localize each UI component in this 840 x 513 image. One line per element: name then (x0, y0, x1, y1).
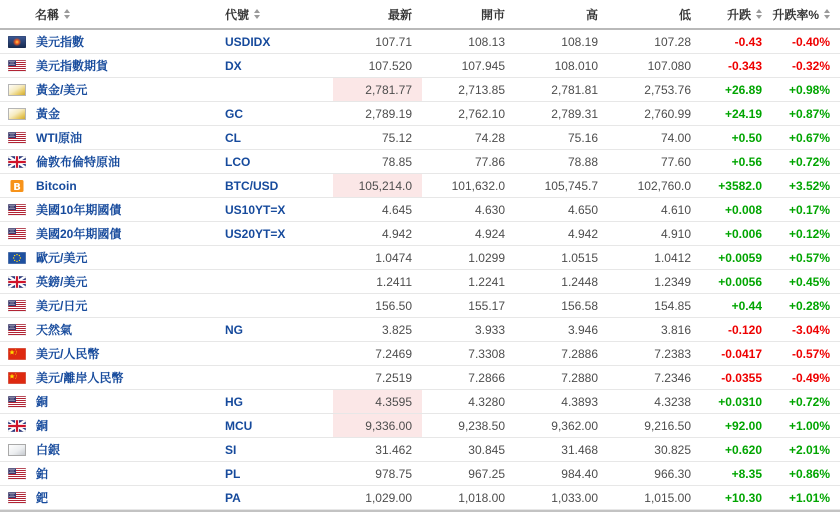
instrument-name-link[interactable]: 歐元/美元 (36, 251, 88, 265)
change-pct-cell: -0.40% (791, 34, 830, 49)
open-price-cell: 7.3308 (468, 346, 505, 361)
us-flag-icon (8, 204, 26, 216)
open-price-cell: 2,713.85 (458, 82, 505, 97)
last-price-cell: 4.942 (381, 226, 412, 241)
change-pct-cell: +0.67% (788, 130, 830, 145)
table-row[interactable] (0, 414, 840, 438)
gold-bar-icon (8, 108, 26, 120)
instrument-name-link[interactable]: 美國20年期國債 (36, 227, 122, 241)
column-header-high (515, 0, 608, 28)
instrument-name-link[interactable]: 黃金/美元 (36, 83, 88, 97)
instrument-name-cell (0, 438, 225, 461)
instrument-name-link[interactable]: 美元/人民幣 (36, 347, 100, 361)
change-cell: +0.44 (731, 298, 762, 313)
column-header-label: 升跌率% (772, 7, 819, 22)
instrument-name-cell (0, 270, 225, 293)
instrument-symbol-cell (225, 126, 333, 149)
table-row[interactable] (0, 30, 840, 54)
change-cell: -0.343 (727, 58, 762, 73)
instrument-symbol-link[interactable]: USDIDX (225, 34, 271, 49)
instrument-symbol-link[interactable]: PA (225, 490, 241, 505)
open-price-cell: 9,238.50 (458, 418, 505, 433)
low-price-cell: 1,015.00 (644, 490, 691, 505)
high-price-cell: 4.942 (567, 226, 598, 241)
last-price-cell: 31.462 (375, 442, 412, 457)
change-cell: +24.19 (724, 106, 762, 121)
instrument-name-link[interactable]: 美元/離岸人民幣 (36, 371, 124, 385)
low-price-cell: 1.2349 (654, 274, 691, 289)
instrument-symbol-cell (225, 78, 333, 101)
instrument-name-link[interactable]: 倫敦布倫特原油 (36, 155, 121, 169)
instrument-symbol-link[interactable]: NG (225, 322, 243, 337)
last-price-cell: 1,029.00 (365, 490, 412, 505)
btc-icon (8, 180, 26, 192)
instrument-name-link[interactable]: WTI原油 (36, 131, 82, 145)
high-price-cell: 156.58 (561, 298, 598, 313)
sort-arrows-icon[interactable] (254, 9, 260, 19)
table-body (0, 30, 840, 510)
high-price-cell: 4.3893 (561, 394, 598, 409)
instrument-name-link[interactable]: 鈀 (36, 491, 49, 505)
low-price-cell: 2,760.99 (644, 106, 691, 121)
high-price-cell: 78.88 (567, 154, 598, 169)
open-price-cell: 967.25 (468, 466, 505, 481)
instrument-name-cell (0, 342, 225, 365)
column-header-open (422, 0, 515, 28)
open-price-cell: 3.933 (474, 322, 505, 337)
table-row[interactable] (0, 486, 840, 510)
low-price-cell: 9,216.50 (644, 418, 691, 433)
low-price-cell: 3.816 (660, 322, 691, 337)
sort-arrows-icon[interactable] (756, 9, 762, 19)
last-price-cell: 75.12 (381, 130, 412, 145)
instrument-symbol-link[interactable]: GC (225, 106, 243, 121)
gold-bar-icon (8, 84, 26, 96)
last-price-cell: 978.75 (375, 466, 412, 481)
instrument-symbol-cell (225, 318, 333, 341)
open-price-cell: 2,762.10 (458, 106, 505, 121)
high-price-cell: 1.2448 (561, 274, 598, 289)
last-price-cell: 2,781.77 (333, 78, 422, 101)
instrument-name-cell (0, 102, 225, 125)
column-header-symbol[interactable] (225, 0, 333, 28)
open-price-cell: 77.86 (474, 154, 505, 169)
instrument-name-link[interactable]: 美元指數期貨 (36, 59, 109, 73)
low-price-cell: 107.080 (647, 58, 691, 73)
instrument-symbol-link[interactable]: BTC/USD (225, 178, 279, 193)
table-row[interactable] (0, 462, 840, 486)
instrument-symbol-cell (225, 462, 333, 485)
change-pct-cell: +1.01% (788, 490, 830, 505)
instrument-symbol-cell (225, 366, 333, 389)
instrument-symbol-cell (225, 486, 333, 509)
last-price-cell: 105,214.0 (333, 174, 422, 197)
change-cell: +0.620 (724, 442, 762, 457)
instrument-symbol-cell (225, 294, 333, 317)
table-row[interactable] (0, 270, 840, 294)
low-price-cell: 1.0412 (654, 250, 691, 265)
instrument-name-cell (0, 30, 225, 53)
usd-index-icon (8, 36, 26, 48)
column-header-label: 最新 (387, 7, 412, 22)
column-header-label: 高 (585, 7, 598, 22)
low-price-cell: 154.85 (654, 298, 691, 313)
change-pct-cell: +3.52% (788, 178, 830, 193)
instrument-name-link[interactable]: 天然氣 (36, 323, 73, 337)
high-price-cell: 108.19 (561, 34, 598, 49)
instrument-name-cell (0, 198, 225, 221)
instrument-symbol-link[interactable]: US10YT=X (225, 202, 286, 217)
high-price-cell: 3.946 (567, 322, 598, 337)
last-price-cell: 7.2469 (375, 346, 412, 361)
change-pct-cell: +0.17% (788, 202, 830, 217)
table-row[interactable] (0, 198, 840, 222)
open-price-cell: 4.630 (474, 202, 505, 217)
change-cell: +26.89 (724, 82, 762, 97)
last-price-cell: 7.2519 (375, 370, 412, 385)
cn-flag-icon (8, 372, 26, 384)
instrument-symbol-link[interactable]: SI (225, 442, 237, 457)
change-cell: -0.0417 (721, 346, 762, 361)
instrument-symbol-link[interactable]: MCU (225, 418, 253, 433)
low-price-cell: 4.3238 (654, 394, 691, 409)
instrument-name-link[interactable]: 銅 (36, 395, 49, 409)
table-header-row (0, 0, 840, 30)
instrument-symbol-cell (225, 54, 333, 77)
table-row[interactable] (0, 78, 840, 102)
silver-bar-icon (8, 444, 26, 456)
us-flag-icon (8, 468, 26, 480)
change-cell: +8.35 (731, 466, 762, 481)
instrument-name-cell (0, 246, 225, 269)
high-price-cell: 31.468 (561, 442, 598, 457)
instrument-symbol-cell (225, 246, 333, 269)
open-price-cell: 107.945 (461, 58, 505, 73)
instrument-symbol-cell (225, 414, 333, 437)
change-pct-cell: +0.57% (788, 250, 830, 265)
table-row[interactable] (0, 294, 840, 318)
high-price-cell: 1.0515 (561, 250, 598, 265)
instrument-name-cell (0, 150, 225, 173)
last-price-cell: 3.825 (381, 322, 412, 337)
instrument-symbol-link[interactable]: LCO (225, 154, 251, 169)
last-price-cell: 9,336.00 (333, 414, 422, 437)
change-pct-cell: +0.98% (788, 82, 830, 97)
open-price-cell: 155.17 (468, 298, 505, 313)
change-pct-cell: +0.45% (788, 274, 830, 289)
us-flag-icon (8, 492, 26, 504)
svg-text:B: B (13, 181, 21, 192)
high-price-cell: 2,781.81 (551, 82, 598, 97)
change-cell: +0.006 (724, 226, 762, 241)
instrument-name-cell (0, 126, 225, 149)
instrument-symbol-cell (225, 438, 333, 461)
sort-arrows-icon[interactable] (824, 9, 830, 19)
last-price-cell: 4.645 (381, 202, 412, 217)
us-flag-icon (8, 324, 26, 336)
instrument-name-cell (0, 222, 225, 245)
table-row[interactable] (0, 366, 840, 390)
instrument-name-cell (0, 414, 225, 437)
change-pct-cell: +0.86% (788, 466, 830, 481)
column-header-change[interactable] (701, 0, 772, 28)
change-pct-cell: -0.32% (791, 58, 830, 73)
change-pct-cell: +0.72% (788, 154, 830, 169)
column-header-label: 開市 (480, 7, 505, 22)
change-cell: +92.00 (724, 418, 762, 433)
uk-flag-icon (8, 276, 26, 288)
instrument-symbol-cell (225, 102, 333, 125)
column-header-label: 升跌 (726, 7, 751, 22)
change-cell: +0.0310 (718, 394, 762, 409)
column-header-label: 代號 (225, 7, 250, 22)
eu-flag-icon (8, 252, 26, 264)
high-price-cell: 108.010 (554, 58, 598, 73)
instrument-name-link[interactable]: Bitcoin (36, 178, 77, 193)
open-price-cell: 101,632.0 (451, 178, 505, 193)
instrument-symbol-cell (225, 174, 333, 197)
instrument-name-link[interactable]: 黃金 (36, 107, 61, 121)
instrument-symbol-cell (225, 390, 333, 413)
low-price-cell: 4.910 (660, 226, 691, 241)
instrument-symbol-cell (225, 270, 333, 293)
sort-arrows-icon[interactable] (64, 9, 70, 19)
table-row[interactable] (0, 222, 840, 246)
table-row[interactable] (0, 54, 840, 78)
column-header-name[interactable] (0, 0, 225, 28)
high-price-cell: 1,033.00 (551, 490, 598, 505)
change-cell: +0.50 (731, 130, 762, 145)
instrument-name-cell (0, 462, 225, 485)
last-price-cell: 107.520 (368, 58, 412, 73)
change-cell: -0.0355 (721, 370, 762, 385)
change-pct-cell: +0.28% (788, 298, 830, 313)
instrument-name-link[interactable]: 銅 (36, 419, 49, 433)
instrument-symbol-cell (225, 222, 333, 245)
instrument-symbol-link[interactable]: HG (225, 394, 243, 409)
high-price-cell: 7.2880 (561, 370, 598, 385)
table-row[interactable] (0, 150, 840, 174)
column-header-last (333, 0, 422, 28)
instrument-symbol-link[interactable]: DX (225, 58, 242, 73)
high-price-cell: 2,789.31 (551, 106, 598, 121)
change-pct-cell: -0.57% (791, 346, 830, 361)
table-row[interactable] (0, 318, 840, 342)
column-header-low (608, 0, 701, 28)
last-price-cell: 1.2411 (376, 274, 412, 289)
change-cell: +0.0056 (718, 274, 762, 289)
table-row[interactable] (0, 390, 840, 414)
last-price-cell: 1.0474 (375, 250, 412, 265)
table-row[interactable] (0, 102, 840, 126)
low-price-cell: 74.00 (660, 130, 691, 145)
open-price-cell: 1.0299 (468, 250, 505, 265)
low-price-cell: 102,760.0 (637, 178, 691, 193)
change-cell: +0.008 (724, 202, 762, 217)
instrument-name-link[interactable]: 美元指數 (36, 35, 85, 49)
table-row[interactable] (0, 174, 840, 198)
change-cell: -0.120 (727, 322, 762, 337)
instrument-name-cell (0, 54, 225, 77)
low-price-cell: 7.2346 (654, 370, 691, 385)
change-cell: -0.43 (734, 34, 762, 49)
column-header-label: 低 (678, 7, 691, 22)
low-price-cell: 30.825 (654, 442, 691, 457)
instrument-symbol-link[interactable]: CL (225, 130, 241, 145)
last-price-cell: 156.50 (375, 298, 412, 313)
instrument-symbol-cell (225, 198, 333, 221)
instrument-name-cell (0, 366, 225, 389)
low-price-cell: 7.2383 (654, 346, 691, 361)
instrument-symbol-cell (225, 150, 333, 173)
instrument-name-cell (0, 486, 225, 509)
instrument-symbol-cell (225, 30, 333, 53)
last-price-cell: 78.85 (381, 154, 412, 169)
open-price-cell: 74.28 (474, 130, 505, 145)
open-price-cell: 4.3280 (468, 394, 505, 409)
instrument-symbol-cell (225, 342, 333, 365)
change-cell: +0.56 (731, 154, 762, 169)
us-flag-icon (8, 132, 26, 144)
high-price-cell: 75.16 (567, 130, 598, 145)
change-cell: +0.0059 (718, 250, 762, 265)
column-header-label: 名稱 (35, 7, 60, 22)
low-price-cell: 107.28 (654, 34, 691, 49)
instrument-name-cell (0, 318, 225, 341)
instrument-symbol-link[interactable]: PL (225, 466, 241, 481)
change-pct-cell: -3.04% (791, 322, 830, 337)
open-price-cell: 1,018.00 (458, 490, 505, 505)
us-flag-icon (8, 396, 26, 408)
low-price-cell: 966.30 (654, 466, 691, 481)
instrument-symbol-link[interactable]: US20YT=X (225, 226, 286, 241)
table-row[interactable] (0, 126, 840, 150)
us-flag-icon (8, 228, 26, 240)
us-flag-icon (8, 60, 26, 72)
high-price-cell: 105,745.7 (544, 178, 598, 193)
instrument-name-link[interactable]: 英鎊/美元 (36, 275, 88, 289)
uk-flag-icon (8, 420, 26, 432)
instrument-name-link[interactable]: 鉑 (36, 467, 49, 481)
change-pct-cell: +1.00% (788, 418, 830, 433)
us-flag-icon (8, 300, 26, 312)
instrument-name-link[interactable]: 白銀 (36, 443, 61, 457)
open-price-cell: 108.13 (468, 34, 505, 49)
low-price-cell: 2,753.76 (644, 82, 691, 97)
low-price-cell: 4.610 (660, 202, 691, 217)
change-pct-cell: +0.87% (788, 106, 830, 121)
uk-flag-icon (8, 156, 26, 168)
low-price-cell: 77.60 (660, 154, 691, 169)
open-price-cell: 7.2866 (468, 370, 505, 385)
open-price-cell: 4.924 (474, 226, 505, 241)
change-pct-cell: -0.49% (791, 370, 830, 385)
high-price-cell: 4.650 (567, 202, 598, 217)
instrument-name-cell (0, 174, 225, 197)
table-row[interactable] (0, 342, 840, 366)
table-row[interactable] (0, 438, 840, 462)
change-pct-cell: +0.12% (788, 226, 830, 241)
open-price-cell: 1.2241 (468, 274, 505, 289)
instrument-name-link[interactable]: 美國10年期國債 (36, 203, 122, 217)
change-cell: +10.30 (724, 490, 762, 505)
instrument-name-cell (0, 390, 225, 413)
last-price-cell: 107.71 (375, 34, 412, 49)
change-pct-cell: +0.72% (788, 394, 830, 409)
open-price-cell: 30.845 (468, 442, 505, 457)
instrument-name-cell (0, 78, 225, 101)
high-price-cell: 7.2886 (561, 346, 598, 361)
instrument-name-link[interactable]: 美元/日元 (36, 299, 88, 313)
column-header-change-pct[interactable] (772, 0, 840, 28)
high-price-cell: 984.40 (561, 466, 598, 481)
change-pct-cell: +2.01% (788, 442, 830, 457)
change-cell: +3582.0 (718, 178, 762, 193)
high-price-cell: 9,362.00 (551, 418, 598, 433)
last-price-cell: 2,789.19 (365, 106, 412, 121)
last-price-cell: 4.3595 (333, 390, 422, 413)
cn-flag-icon (8, 348, 26, 360)
instrument-name-cell (0, 294, 225, 317)
table-row[interactable] (0, 246, 840, 270)
